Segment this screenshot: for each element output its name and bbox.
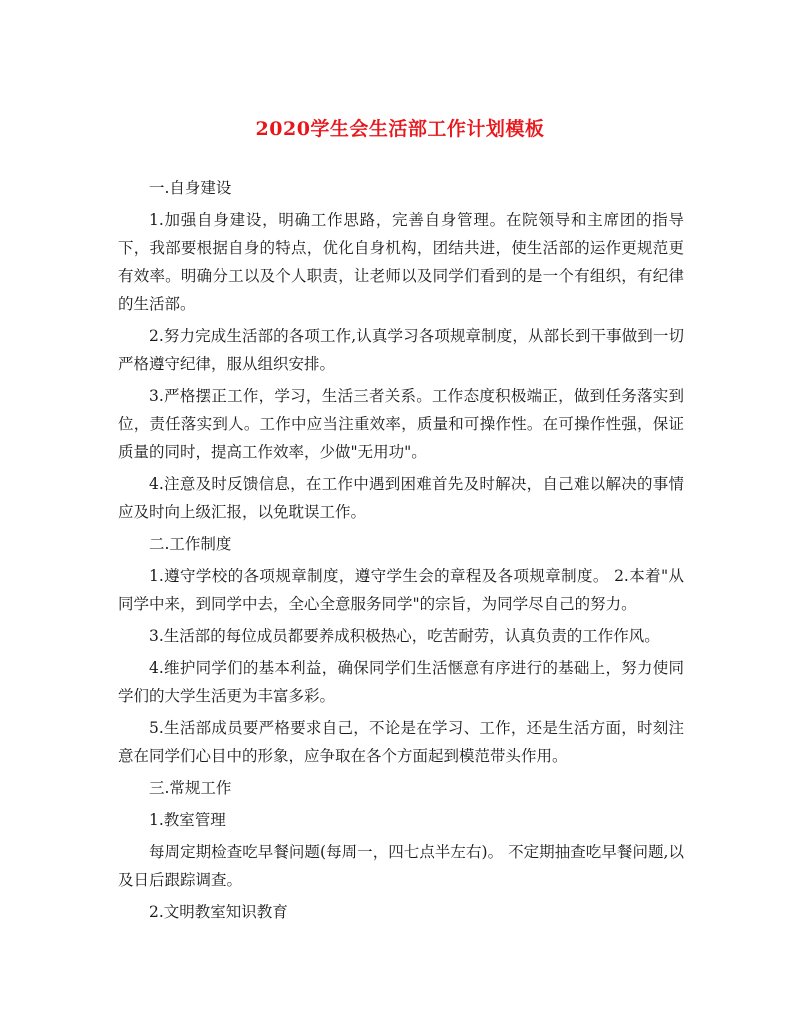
paragraph: 3.严格摆正工作，学习，生活三者关系。工作态度积极端正，做到任务落实到位，责任落实到人。工作中应当注重效率，质量和可操作性。在可操作性强，保证质量的同时，提高工作效率，少做"无用功"。 <box>118 387 684 461</box>
paragraph: 1.遵守学校的各项规章制度，遵守学生会的章程及各项规章制度。 2.本着"从同学中来，到同学中去，全心全意服务同学"的宗旨，为同学尽自己的努力。 <box>118 567 684 613</box>
section-heading-self-building: 一.自身建设 <box>149 179 232 197</box>
subheading-classroom-management: 1.教室管理 <box>149 811 226 829</box>
paragraph: 5.生活部成员要严格要求自己，不论是在学习、工作，还是生活方面，时刻注意在同学们心目中的形象，应争取在各个方面起到模范带头作用。 <box>118 719 684 765</box>
section-heading-routine-work: 三.常规工作 <box>149 779 232 797</box>
subheading-civilized-classroom: 2.文明教室知识教育 <box>149 903 288 921</box>
paragraph: 4.维护同学们的基本利益，确保同学们生活惬意有序进行的基础上，努力使同学们的大学生活更为丰富多彩。 <box>118 659 684 705</box>
paragraph: 每周定期检查吃早餐问题(每周一，四七点半左右)。 不定期抽查吃早餐问题,以及日后跟踪调查。 <box>118 843 684 889</box>
paragraph: 3.生活部的每位成员都要养成积极热心，吃苦耐劳，认真负责的工作作风。 <box>149 627 660 645</box>
paragraph: 1.加强自身建设，明确工作思路，完善自身管理。在院领导和主席团的指导下，我部要根据自身的特点，优化自身机构，团结共进，使生活部的运作更规范更有效率。明确分工以及个人职责，让老师以及同学们看到的是一个有组织，有纪律的生活部。 <box>118 211 684 313</box>
document-body <box>118 174 684 930</box>
document-title: 2020学生会生活部工作计划模板 <box>255 118 545 140</box>
paragraph: 2.努力完成生活部的各项工作,认真学习各项规章制度，从部长到干事做到一切严格遵守纪律，服从组织安排。 <box>118 327 684 373</box>
paragraph: 4.注意及时反馈信息，在工作中遇到困难首先及时解决，自己难以解决的事情应及时向上级汇报，以免耽误工作。 <box>118 475 684 521</box>
section-heading-work-rules: 二.工作制度 <box>149 535 232 553</box>
